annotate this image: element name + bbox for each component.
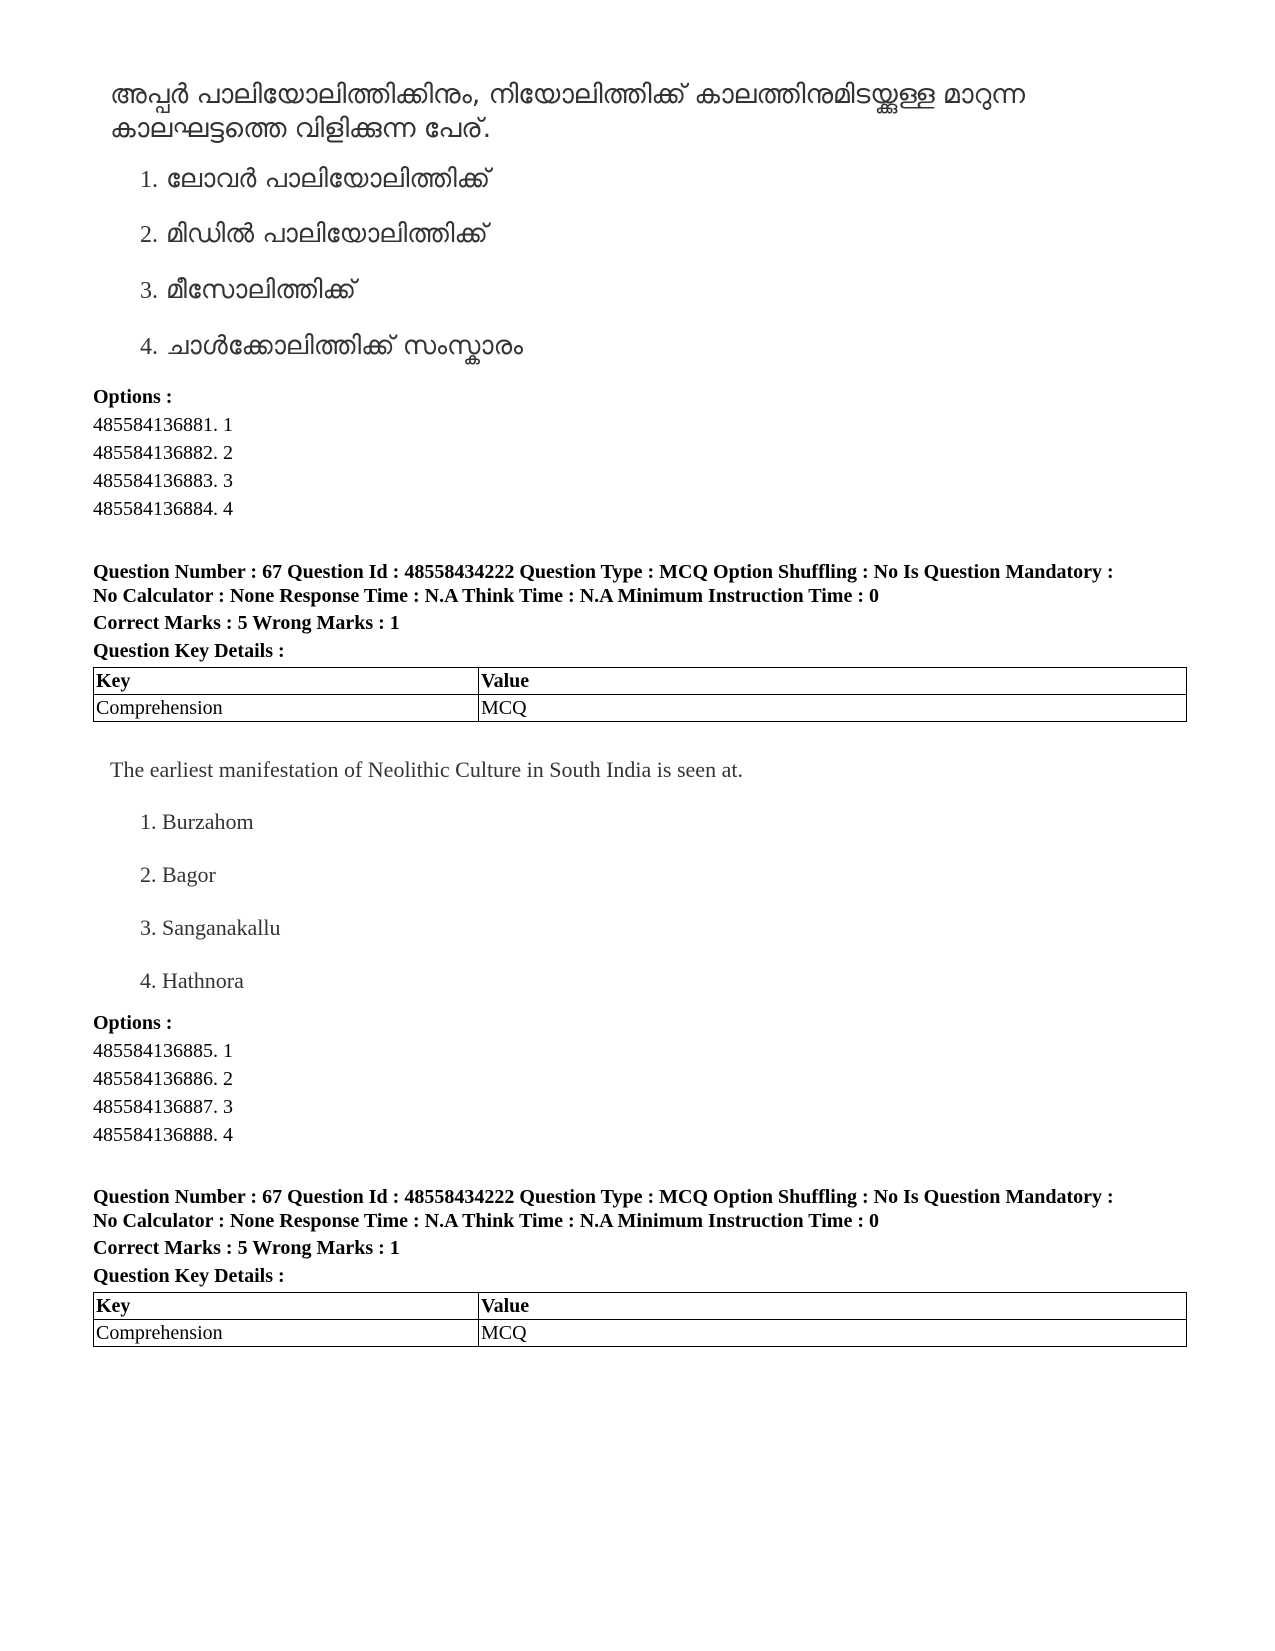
- option-line: 485584136883. 3: [93, 470, 233, 492]
- choice-1: [140, 164, 490, 195]
- table-header-row: [94, 668, 1187, 695]
- question-meta: [93, 1185, 1203, 1233]
- table-row: [94, 1320, 1187, 1347]
- choice-number: 3.: [140, 278, 158, 304]
- option-line: 485584136886. 2: [93, 1068, 233, 1090]
- table-header-row: [94, 1293, 1187, 1320]
- options-label: Options :: [93, 1012, 173, 1034]
- question-meta-line: No Calculator : None Response Time : N.A Think Time : N.A Minimum Instruction Time : 0: [93, 1210, 879, 1232]
- choice-3: [140, 915, 281, 941]
- choice-number: 4.: [140, 334, 158, 360]
- option-line: 485584136887. 3: [93, 1096, 233, 1118]
- table-header-key: Key: [94, 668, 479, 695]
- choice-number: 3.: [140, 915, 157, 940]
- choice-text: മീസോലിത്തിക്ക്: [166, 275, 356, 305]
- choice-text: ചാൾക്കോലിത്തിക്ക് സംസ്കാരം: [166, 331, 523, 361]
- key-details-label: Question Key Details :: [93, 1265, 285, 1287]
- choice-4: [140, 968, 244, 994]
- question-meta: [93, 560, 1203, 608]
- table-header-value: Value: [479, 1293, 1187, 1320]
- question-stem-english: The earliest manifestation of Neolithic Culture in South India is seen at.: [110, 757, 743, 782]
- key-details-table: [93, 1292, 1187, 1347]
- table-cell-key: Comprehension: [94, 1320, 479, 1347]
- choice-text: മിഡിൽ പാലിയോലിത്തിക്ക്: [166, 219, 488, 249]
- table-header-key: Key: [94, 1293, 479, 1320]
- marks-line: Correct Marks : 5 Wrong Marks : 1: [93, 1237, 400, 1259]
- table-cell-key: Comprehension: [94, 695, 479, 722]
- choice-number: 1.: [140, 809, 157, 834]
- question-meta-line: Question Number : 67 Question Id : 48558434222 Question Type : MCQ Option Shuffling : No Is Question Mandatory :: [93, 561, 1114, 583]
- table-cell-value: MCQ: [479, 695, 1187, 722]
- choice-text: Hathnora: [162, 968, 244, 993]
- option-line: 485584136884. 4: [93, 498, 233, 520]
- choice-3: [140, 275, 356, 306]
- choice-text: Burzahom: [162, 809, 254, 834]
- choice-number: 2.: [140, 222, 158, 248]
- choice-text: Sanganakallu: [162, 915, 281, 940]
- choice-number: 2.: [140, 862, 157, 887]
- marks-line: Correct Marks : 5 Wrong Marks : 1: [93, 612, 400, 634]
- question-meta-line: Question Number : 67 Question Id : 48558434222 Question Type : MCQ Option Shuffling : No Is Question Mandatory :: [93, 1186, 1114, 1208]
- option-line: 485584136882. 2: [93, 442, 233, 464]
- question-stem-malayalam: അപ്പർ പാലിയോലിത്തിക്കിനും, നിയോലിത്തിക്ക് കാലത്തിനുമിടയ്ക്കുള്ള മാറുന്ന കാലഘട്ടത്തെ വിളിക്കുന്ന പേര്.: [110, 79, 1025, 144]
- choice-4: [140, 331, 523, 362]
- question-meta-line: No Calculator : None Response Time : N.A Think Time : N.A Minimum Instruction Time : 0: [93, 585, 879, 607]
- choice-number: 4.: [140, 968, 157, 993]
- key-details-label: Question Key Details :: [93, 640, 285, 662]
- choice-2: [140, 862, 216, 888]
- choice-1: [140, 809, 254, 835]
- choice-number: 1.: [140, 167, 158, 193]
- key-details-table: [93, 667, 1187, 722]
- option-line: 485584136881. 1: [93, 414, 233, 436]
- option-line: 485584136888. 4: [93, 1124, 233, 1146]
- table-cell-value: MCQ: [479, 1320, 1187, 1347]
- choice-text: ലോവർ പാലിയോലിത്തിക്ക്: [166, 164, 491, 194]
- table-header-value: Value: [479, 668, 1187, 695]
- choice-2: [140, 219, 488, 250]
- table-row: [94, 695, 1187, 722]
- option-line: 485584136885. 1: [93, 1040, 233, 1062]
- options-label: Options :: [93, 386, 173, 408]
- choice-text: Bagor: [162, 862, 216, 887]
